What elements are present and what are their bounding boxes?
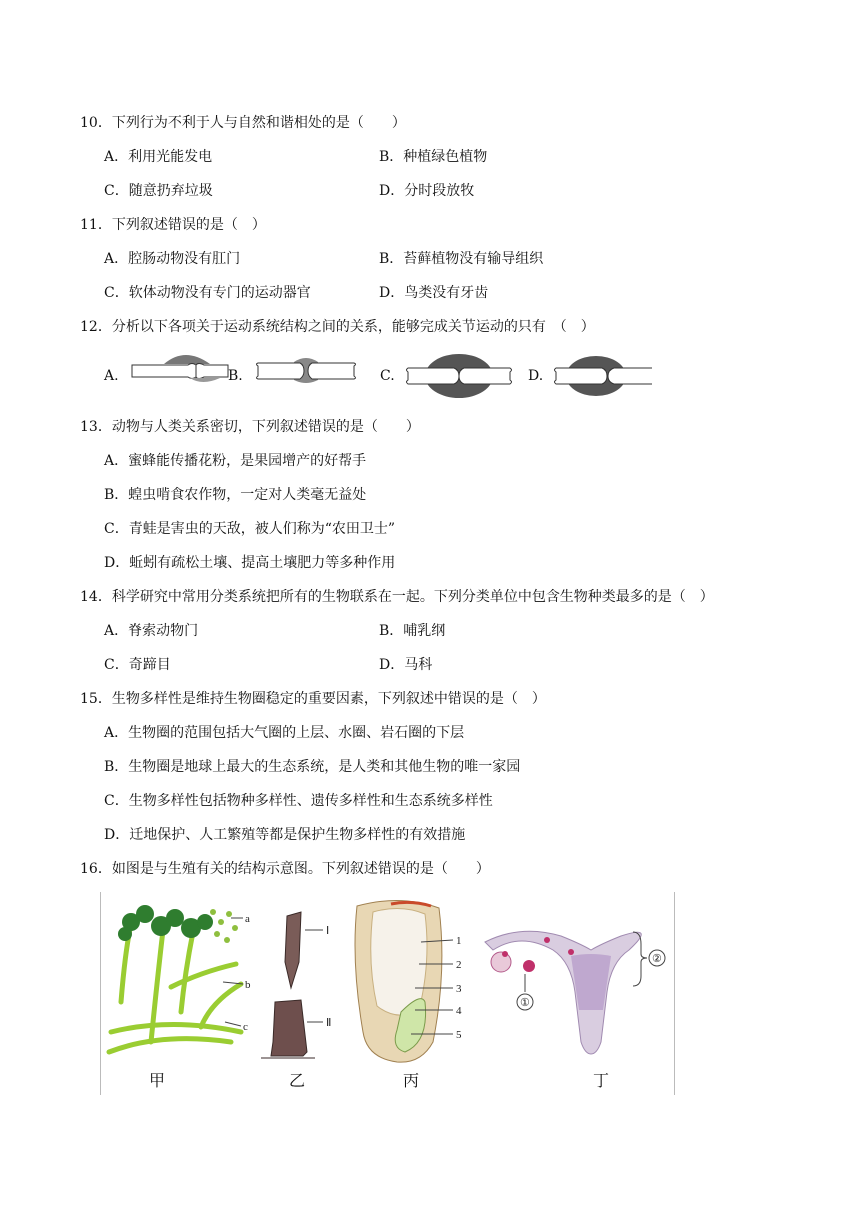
q10-option-d: D．分时段放牧 [379,183,475,199]
q15-option-b: B．生物圈是地球上最大的生态系统，是人类和其他生物的唯一家园 [104,759,521,775]
seed-callout-5: 5 [456,1029,462,1041]
seed-callout-3: 3 [456,983,462,995]
q11-option-c: C．软体动物没有专门的运动器官 [104,285,311,301]
q13-option-c: C．青蛙是害虫的天敌，被人们称为“农田卫士” [104,521,396,537]
q12-option-d-label: D. [528,368,544,384]
q13-option-d: D．蚯蚓有疏松土壤、提高土壤肥力等多种作用 [104,555,396,571]
q12-option-b-label: B. [228,368,243,384]
q10-option-a: A．利用光能发电 [104,149,213,165]
q15-stem: 15．生物多样性是维持生物圈稳定的重要因素，下列叙述中错误的是（ ） [80,691,546,707]
q12-stem: 12．分析以下各项关于运动系统结构之间的关系，能够完成关节运动的只有 （ ） [80,319,595,335]
q11-stem: 11．下列叙述错误的是（ ） [80,217,266,233]
mold-callout-a: a [245,913,250,925]
q16-stem: 16．如图是与生殖有关的结构示意图。下列叙述错误的是（ ） [80,861,490,877]
q12-options-row [104,346,704,406]
q13-option-b: B．蝗虫啃食农作物，一定对人类毫无益处 [104,487,367,503]
figure-label-ding: 丁 [593,1071,610,1090]
graft-callout-1: Ⅰ [326,925,330,937]
q11-option-b: B．苔藓植物没有输导组织 [379,251,544,267]
joint-diagram-d [552,352,656,400]
joint-diagram-b [254,352,358,388]
seed-callout-4: 4 [456,1005,462,1017]
seed-section-illustration [355,900,462,1062]
q14-option-d: D．马科 [379,657,433,673]
grafting-illustration [261,912,331,1058]
q10-stem: 10．下列行为不利于人与自然和谐相处的是（ ） [80,115,406,131]
q15-option-c: C．生物多样性包括物种多样性、遗传多样性和生态系统多样性 [104,793,493,809]
mold-callout-c: c [243,1021,248,1033]
q14-option-a: A．脊索动物门 [104,623,199,639]
reproduction-structures-illustration [101,892,674,1095]
q14-stem: 14．科学研究中常用分类系统把所有的生物联系在一起。下列分类单位中包含生物种类最多的是（ ） [80,589,714,605]
figure-label-bing: 丙 [403,1071,420,1090]
q13-option-a: A．蜜蜂能传播花粉，是果园增产的好帮手 [104,453,367,469]
joint-diagram-c [404,352,514,400]
seed-callout-1: 1 [456,935,462,947]
q11-option-d: D．鸟类没有牙齿 [379,285,489,301]
figure-label-yi: 乙 [289,1071,306,1090]
graft-callout-2: Ⅱ [326,1017,332,1029]
q16-figure [100,892,675,1095]
seed-callout-2: 2 [456,959,462,971]
mold-illustration [109,905,251,1052]
q12-option-a-label: A. [104,368,119,384]
q13-stem: 13．动物与人类关系密切，下列叙述错误的是（ ） [80,419,420,435]
figure-label-jia: 甲 [149,1071,166,1090]
female-reproductive-illustration [485,931,665,1054]
q14-option-b: B．哺乳纲 [379,623,446,639]
q12-option-c-label: C. [380,368,395,384]
q15-option-d: D．迁地保护、人工繁殖等都是保护生物多样性的有效措施 [104,827,466,843]
q10-option-c: C．随意扔弃垃圾 [104,183,213,199]
q11-option-a: A．腔肠动物没有肛门 [104,251,241,267]
q15-option-a: A．生物圈的范围包括大气圈的上层、水圈、岩石圈的下层 [104,725,465,741]
q10-option-b: B．种植绿色植物 [379,149,488,165]
mold-callout-b: b [245,979,251,991]
ding-callout-1: ① [520,997,530,1009]
joint-diagram-a [130,352,230,388]
ding-callout-2: ② [652,953,662,965]
q14-option-c: C．奇蹄目 [104,657,171,673]
